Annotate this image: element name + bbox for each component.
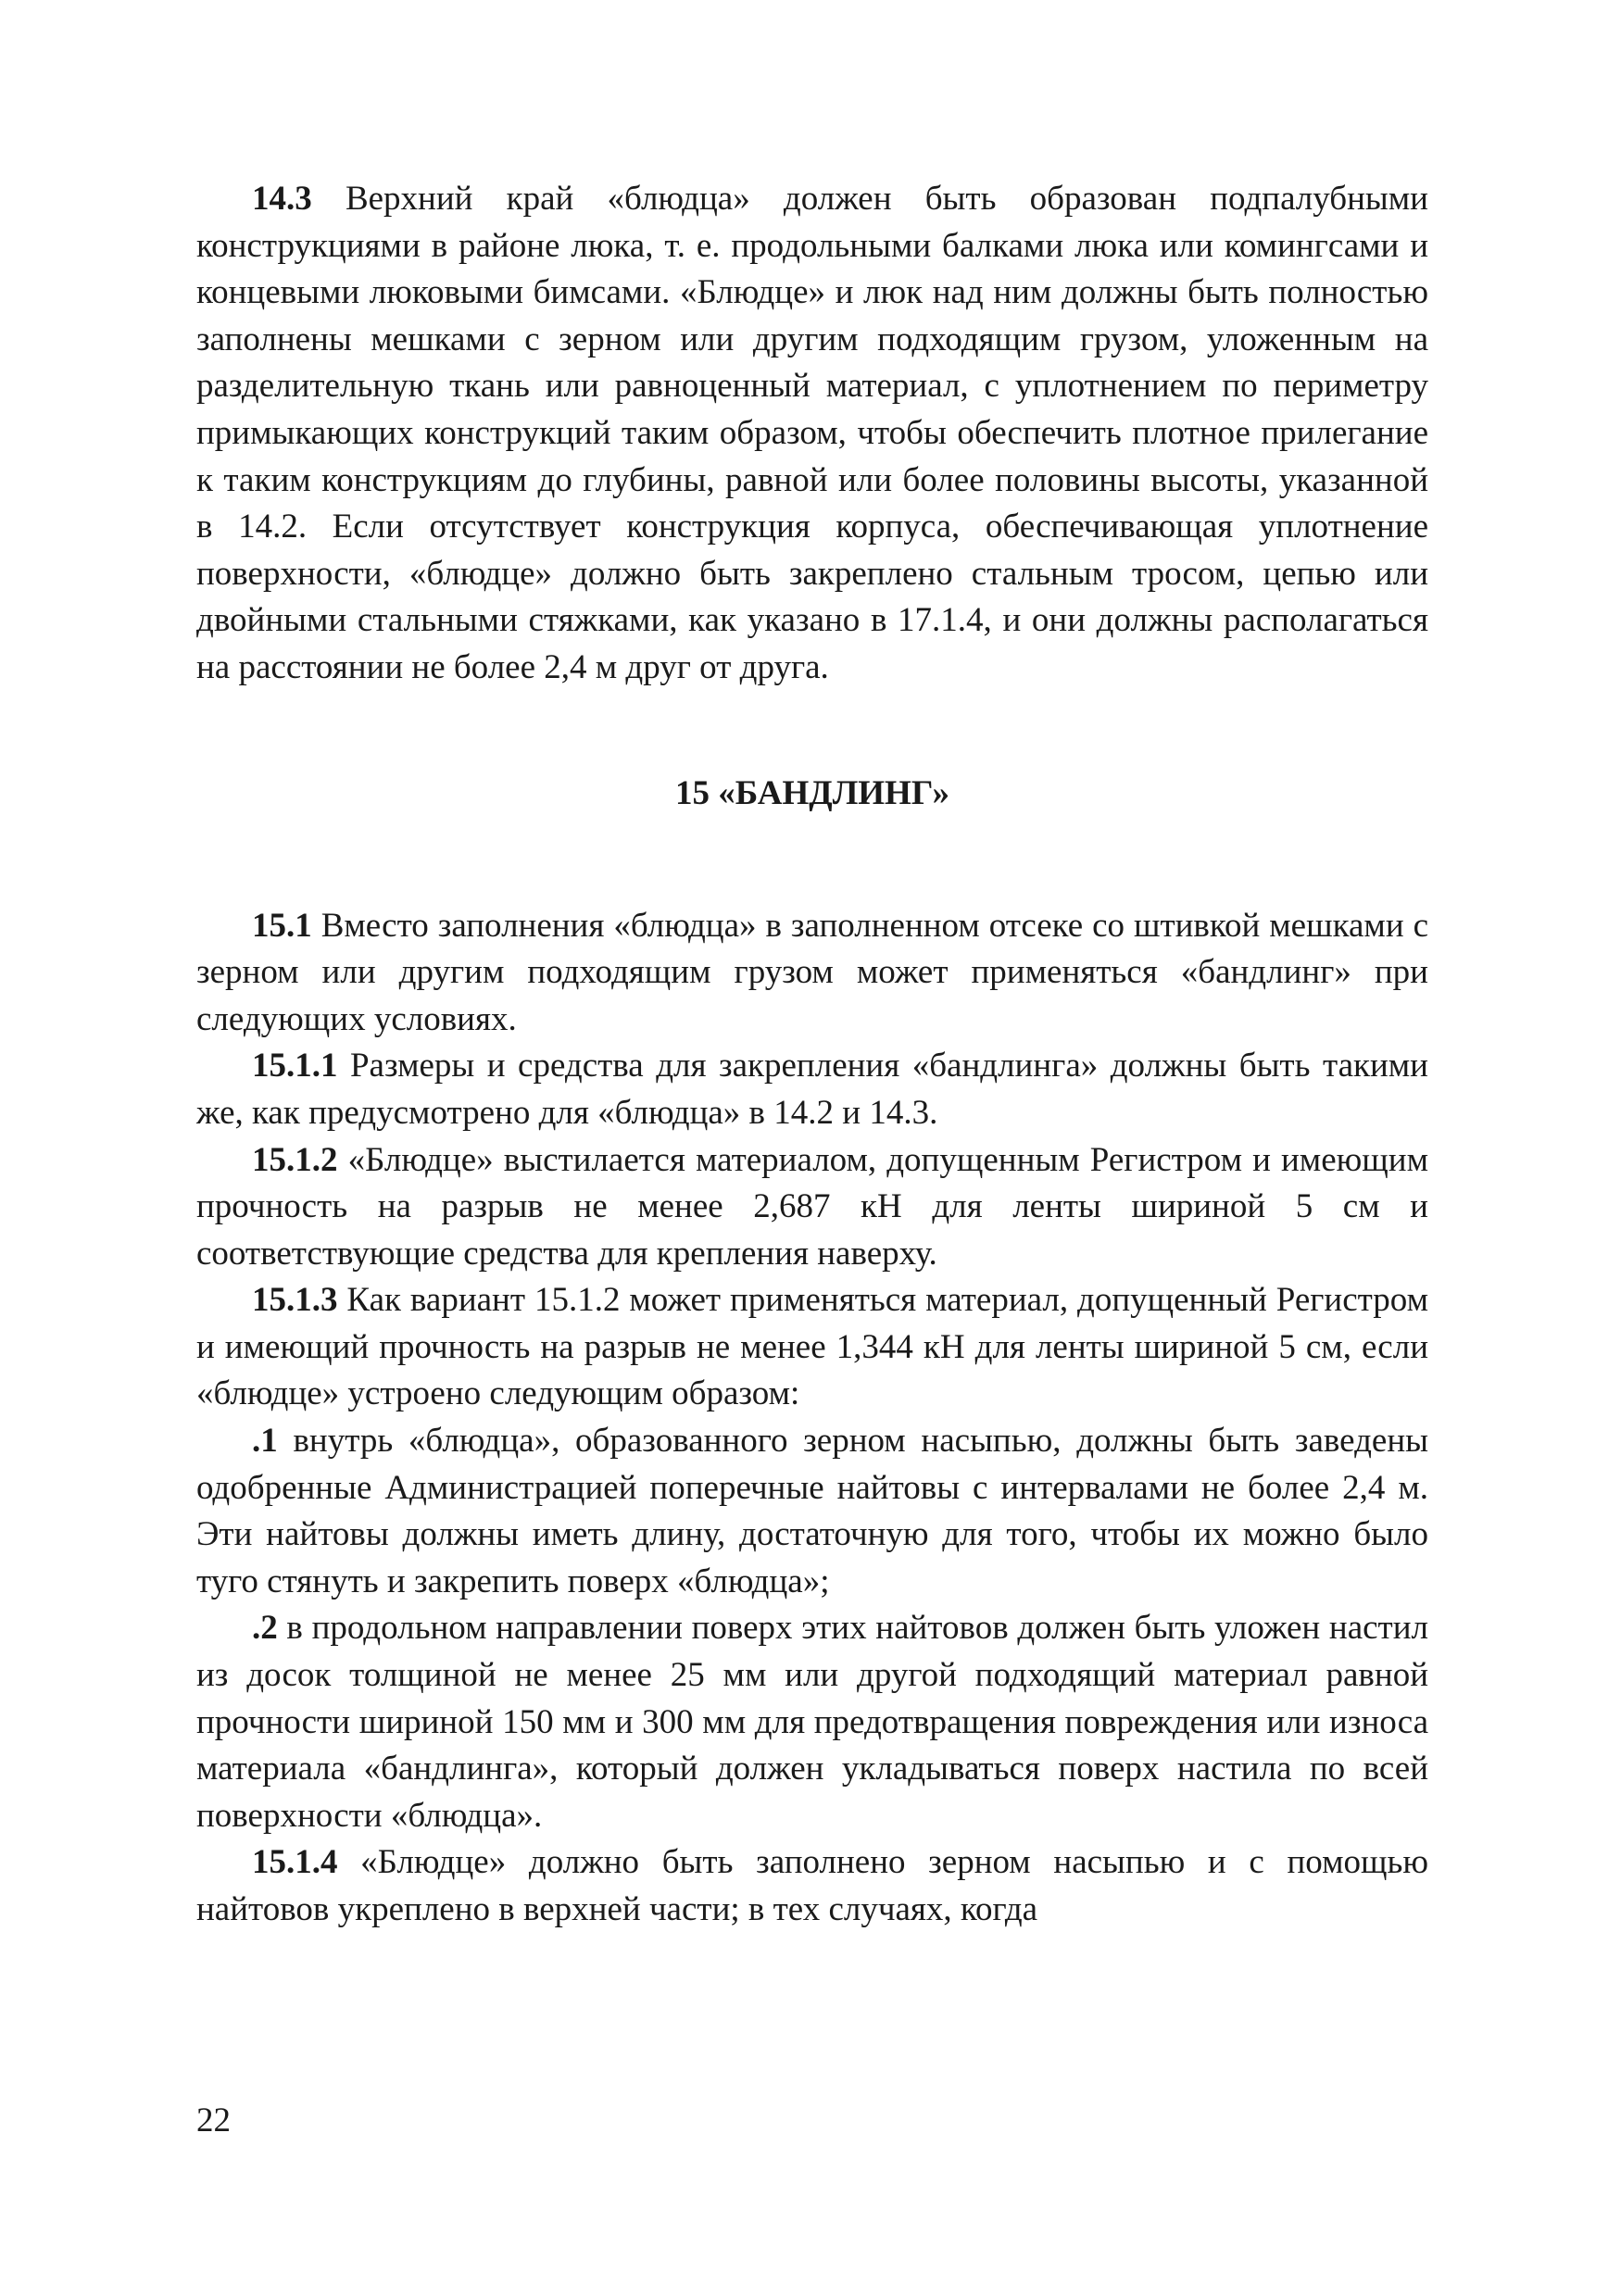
paragraph-15-1-2 xyxy=(196,1137,1428,1278)
paragraph-text: Размеры и средства для закрепления «бандлинга» должны быть такими же, как предусмотрено для «блюдца» в 14.2 и 14.3. xyxy=(196,1047,1428,1132)
list-item-2 xyxy=(196,1605,1428,1839)
paragraph-14-3 xyxy=(196,176,1428,692)
clause-number: 15.1.4 xyxy=(252,1843,338,1882)
section-spacer xyxy=(196,818,1428,903)
paragraph-text: «Блюдце» должно быть заполнено зерном насыпью и с помощью найтовов укреплено в верхней части; в тех случаях, когда xyxy=(196,1843,1428,1928)
page-number: 22 xyxy=(196,2102,231,2139)
clause-number: 14.3 xyxy=(252,180,312,218)
list-item-1 xyxy=(196,1418,1428,1605)
paragraph-text: Верхний край «блюдца» должен быть образован подпалубными конструкциями в районе люка, т. е. продольными балками люка или комингсами и концевыми люковыми бимсами. «Блюдце» и люк над ним должны быть полностью заполнены мешками с зерном или другим подходящим грузом, уложенным на разделительную ткань или равноценный материал, с уплотнением по периметру примыкающих конструкций таким образом, чтобы обеспечить плотное прилегание к таким конструкциям до глубины, равной или более половины высоты, указанной в 14.2. Если отсутствует конструкция корпуса, обеспечивающая уплотнение поверхности, «блюдце» должно быть закреплено стальным тросом, цепью или двойными стальными стяжками, как указано в 17.1.4, и они должны располагаться на расстоянии не более 2,4 м друг от друга. xyxy=(196,180,1428,686)
paragraph-15-1-4 xyxy=(196,1839,1428,1933)
clause-number: 15.1.2 xyxy=(252,1140,338,1179)
paragraph-text: внутрь «блюдца», образованного зерном насыпью, должны быть заведены одобренные Администрацией поперечные найтовы с интервалами не более 2,4 м. Эти найтовы должны иметь длину, достаточную для того, чтобы их можно было туго стянуть и закрепить поверх «блюдца»; xyxy=(196,1422,1428,1600)
clause-number: 15.1 xyxy=(252,906,312,945)
list-item-number: .2 xyxy=(252,1609,278,1648)
paragraph-15-1 xyxy=(196,903,1428,1044)
paragraph-15-1-3 xyxy=(196,1277,1428,1418)
paragraph-text: Вместо заполнения «блюдца» в заполненном отсеке со штивкой мешками с зерном или другим подходящим грузом может применяться «бандлинг» при следующих условиях. xyxy=(196,906,1428,1038)
paragraph-text: в продольном направлении поверх этих найтовов должен быть уложен настил из досок толщиной не менее 25 мм или другой подходящий материал равной прочности шириной 150 мм и 300 мм для предотвращения повреждения или износа материала «бандлинга», который должен укладываться поверх настила по всей поверхности «блюдца». xyxy=(196,1609,1428,1835)
document-page xyxy=(196,176,1428,1934)
clause-number: 15.1.1 xyxy=(252,1047,338,1085)
paragraph-text: «Блюдце» выстилается материалом, допущенным Регистром и имеющим прочность на разрыв не менее 2,687 кН для ленты шириной 5 см и соответствующие средства для крепления наверху. xyxy=(196,1140,1428,1273)
clause-number: 15.1.3 xyxy=(252,1281,338,1320)
list-item-number: .1 xyxy=(252,1422,278,1461)
paragraph-text: Как вариант 15.1.2 может применяться материал, допущенный Регистром и имеющий прочность на разрыв не менее 1,344 кН для ленты шириной 5 см, если «блюдце» устроено следующим образом: xyxy=(196,1281,1428,1413)
section-title: 15 «БАНДЛИНГ» xyxy=(675,773,949,812)
paragraph-15-1-1 xyxy=(196,1043,1428,1136)
